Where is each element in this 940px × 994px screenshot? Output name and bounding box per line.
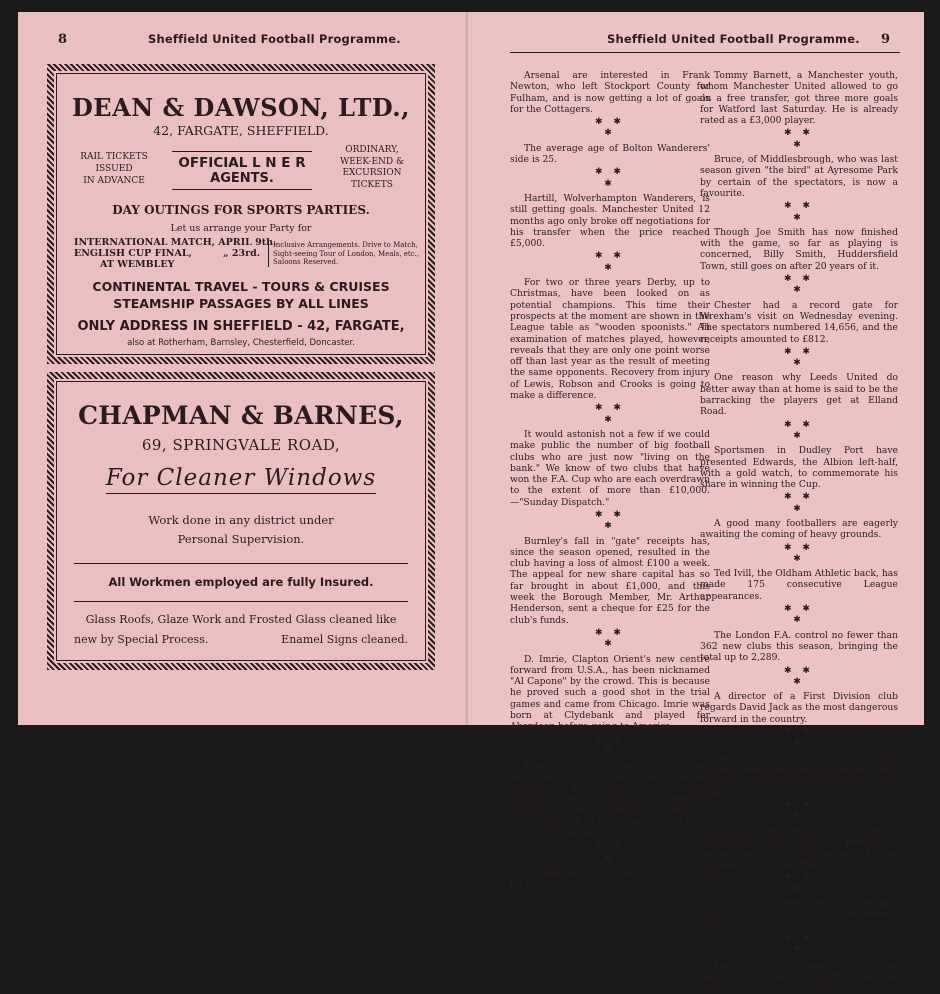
- news-item: Arsenal are interested in Frank Newton, who left Stockport County for Fulham, and is now getting a lot of goals for the Cottagers.: [510, 70, 710, 115]
- news-item: It would astonish not a few if we could make public the number of big football clubs who are just now "living on the bank." We know of two clubs that have won the F.A. Cup who are each overdrawn to the extent of more than £10,000.—"Sunday Dispatch.": [510, 428, 710, 508]
- continental-travel: CONTINENTAL TRAVEL - TOURS & CRUISES: [92, 279, 390, 294]
- rail-tickets-note: RAIL TICKETS ISSUED IN ADVANCE: [80, 152, 148, 186]
- news-item: Hartill, Wolverhampton Wanderers, is still getting goals. Manchester United 12 months ago only broke off negotiations for his transfer when the price reached £5,000.: [510, 192, 710, 250]
- star-separator: ✱ ✱ ✱: [784, 934, 814, 956]
- day-outings: DAY OUTINGS FOR SPORTS PARTIES.: [112, 203, 370, 217]
- header-rule-right: [510, 52, 900, 53]
- star-separator: ✱ ✱ ✱: [595, 627, 625, 650]
- ad2-address: 69, SPRINGVALE ROAD,: [141, 436, 341, 454]
- inclusive-arrangements: Inclusive Arrangements. Drive to Match, Sight-seeing Tour of London, Meals, etc., Saloons Reserved.: [268, 241, 419, 267]
- news-item: The average age of Bolton Wanderers' side is 25.: [510, 142, 710, 166]
- page-header-right: Sheffield United Football Programme.: [607, 32, 860, 46]
- event-list: INTERNATIONAL MATCH, APRIL 9th. ENGLISH CUP FINAL, „ 23rd. AT WEMBLEY: [74, 237, 277, 270]
- ad2-insured: All Workmen employed are fully Insured.: [108, 575, 374, 589]
- star-separator: ✱ ✱ ✱: [784, 727, 814, 749]
- news-item: D. Imrie, Clapton Orient's new centre forward from U.S.A., has been nicknamed "Al Capone" by the crowd. This is because he proved such a good shot in the trial games and came from Chicago. Imrie was born at Clydebank and played for Aberdeen before going to America.: [510, 653, 710, 733]
- star-separator: ✱ ✱ ✱: [784, 492, 814, 514]
- news-item: Leeds United have been asking Huddersfield Town about Joe Robson's transfer possibilities. There may be a deal here.: [700, 752, 898, 798]
- news-column-left: [510, 70, 710, 889]
- star-separator: ✱ ✱ ✱: [595, 841, 625, 863]
- ad2-rule-bottom: [74, 601, 408, 602]
- ad2-slogan: For Cleaner Windows: [54, 465, 428, 491]
- page-header-left: Sheffield United Football Programme.: [148, 32, 401, 46]
- official-lner-agents: OFFICIAL L N E R AGENTS.: [172, 151, 312, 190]
- star-separator: ✱ ✱ ✱: [784, 201, 814, 223]
- ad1-address: 42, FARGATE, SHEFFIELD.: [153, 123, 329, 138]
- star-separator: ✱ ✱ ✱: [784, 604, 814, 626]
- star-separator: ✱ ✱ ✱: [784, 274, 814, 296]
- star-separator: ✱ ✱ ✱: [784, 346, 814, 369]
- news-item: Chester had a record gate for Wrexham's visit on Wednesday evening. The spectators numbered 14,656, and the receipts amounted to £812.: [700, 299, 898, 345]
- star-separator: ✱ ✱ ✱: [595, 251, 625, 273]
- news-item: Ted Ivill, the Oldham Athletic back, has made 175 consecutive League appearances.: [700, 568, 898, 602]
- arrange-party: Let us arrange your Party for: [170, 223, 312, 234]
- ad2-glass-line2: new by Special Process. Enamel Signs cleaned.: [74, 633, 408, 646]
- dean-dawson-advert: [47, 64, 435, 364]
- news-item: Bruce, of Middlesbrough, who was last season given "the bird" at Ayresome Park by certain of the spectators, is now a favourite.: [700, 154, 898, 199]
- star-separator: ✱ ✱ ✱: [784, 872, 814, 894]
- star-separator: ✱ ✱ ✱: [595, 117, 625, 139]
- ordinary-tickets-note: ORDINARY, WEEK-END & EXCURSION TICKETS: [339, 145, 405, 190]
- steamship-passages: STEAMSHIP PASSAGES BY ALL LINES: [113, 296, 369, 311]
- star-separator: ✱ ✱ ✱: [595, 509, 625, 532]
- news-item: Though Joe Smith has now finished with the game, so far as playing is concerned, Billy Smith, Huddersfield Town, still goes on after 20 years of it.: [700, 226, 898, 272]
- news-item: A director of a First Division club regards David Jack as the most dangerous forward in the country.: [700, 691, 898, 725]
- news-item: Arsenal supporters still cannot understand how Highbury proved so uncongenial to Dave Halliday after he was attracted from Roker Park.: [700, 825, 898, 871]
- star-separator: ✱ ✱ ✱: [784, 542, 814, 564]
- news-item: Transfer fees have been in existence since the early nineties. James Crabtree (Burnley to Aston) was one of the most notable moves in that era. Common's transfer from Sheffield United to Middlesbrough in 1905 was the first "four figure" transaction.: [510, 760, 710, 839]
- ad2-title: CHAPMAN & BARNES,: [78, 401, 404, 430]
- news-item: Goalkeepers do not always get credit for anticipation.: [510, 866, 710, 890]
- news-item: One reason why Leeds United do better away than at home is said to be the barracking the players get at Elland Road.: [700, 372, 898, 418]
- page-number-left: 8: [58, 32, 68, 47]
- star-separator: ✱ ✱ ✱: [784, 419, 814, 441]
- star-separator: ✱ ✱ ✱: [595, 734, 625, 756]
- star-separator: ✱ ✱ ✱: [784, 128, 814, 150]
- news-item: Tommy Barnett, a Manchester youth, whom Manchester United allowed to go on a free transfer, got three more goals for Watford last Saturday. He is already rated as a £3,000 player.: [700, 70, 898, 127]
- ad2-rule-top: [74, 563, 408, 564]
- news-item: Sportsmen in Dudley Port have presented Edwards, the Albion left-half, with a gold watch, to commemorate his share in winning the Cup.: [700, 445, 898, 491]
- star-separator: ✱ ✱ ✱: [595, 403, 625, 425]
- news-item: Burnley's fall in "gate" receipts has, since the season opened, resulted in the club having a loss of almost £100 a week. The appeal for new share capital has so far brought in about £1,000, and this week the Borough Member, Mr. Arthur Henderson, sent a cheque for £25 for the club's funds.: [510, 535, 710, 626]
- news-item: Not for five years before a fortnight ago had the Albion had a player ordered off.: [700, 898, 898, 932]
- chapman-barnes-advert: [47, 372, 435, 670]
- star-separator: ✱ ✱ ✱: [784, 665, 814, 687]
- also-at: also at Rotherham, Barnsley, Chesterfield, Doncaster.: [127, 338, 355, 348]
- ad2-glass-line1: Glass Roofs, Glaze Work and Frosted Glass cleaned like: [85, 613, 397, 626]
- ad2-work-line2: Personal Supervision.: [177, 532, 305, 546]
- ad1-title: DEAN & DAWSON, LTD.,: [71, 93, 411, 122]
- news-item: Lambert, the Arsenal centre, has improved beyond recognition in the constructive side of his play.: [700, 959, 898, 994]
- news-item: For two or three years Derby, up to Christmas, have been looked on as potential champions. This time their prospects at the moment are shown in the League table as "wooden spoonists." An examination of matches played, however, reveals that they are only one point worse off than last year as the result of meeting the same opponents. Recovery from injury of Lewis, Robson and Crooks is going to make a difference.: [510, 277, 710, 402]
- news-column-right: [700, 70, 898, 994]
- news-item: A good many footballers are eagerly awaiting the coming of heavy grounds.: [700, 517, 898, 541]
- ad2-work-line1: Work done in any district under: [148, 513, 334, 527]
- only-address: ONLY ADDRESS IN SHEFFIELD - 42, FARGATE,: [77, 319, 405, 334]
- news-item: The London F.A. control no fewer than 362 new clubs this season, bringing the total up to 2,289.: [700, 629, 898, 664]
- star-separator: ✱ ✱ ✱: [784, 799, 814, 822]
- star-separator: ✱ ✱ ✱: [595, 167, 625, 189]
- page-number-right: 9: [881, 32, 891, 47]
